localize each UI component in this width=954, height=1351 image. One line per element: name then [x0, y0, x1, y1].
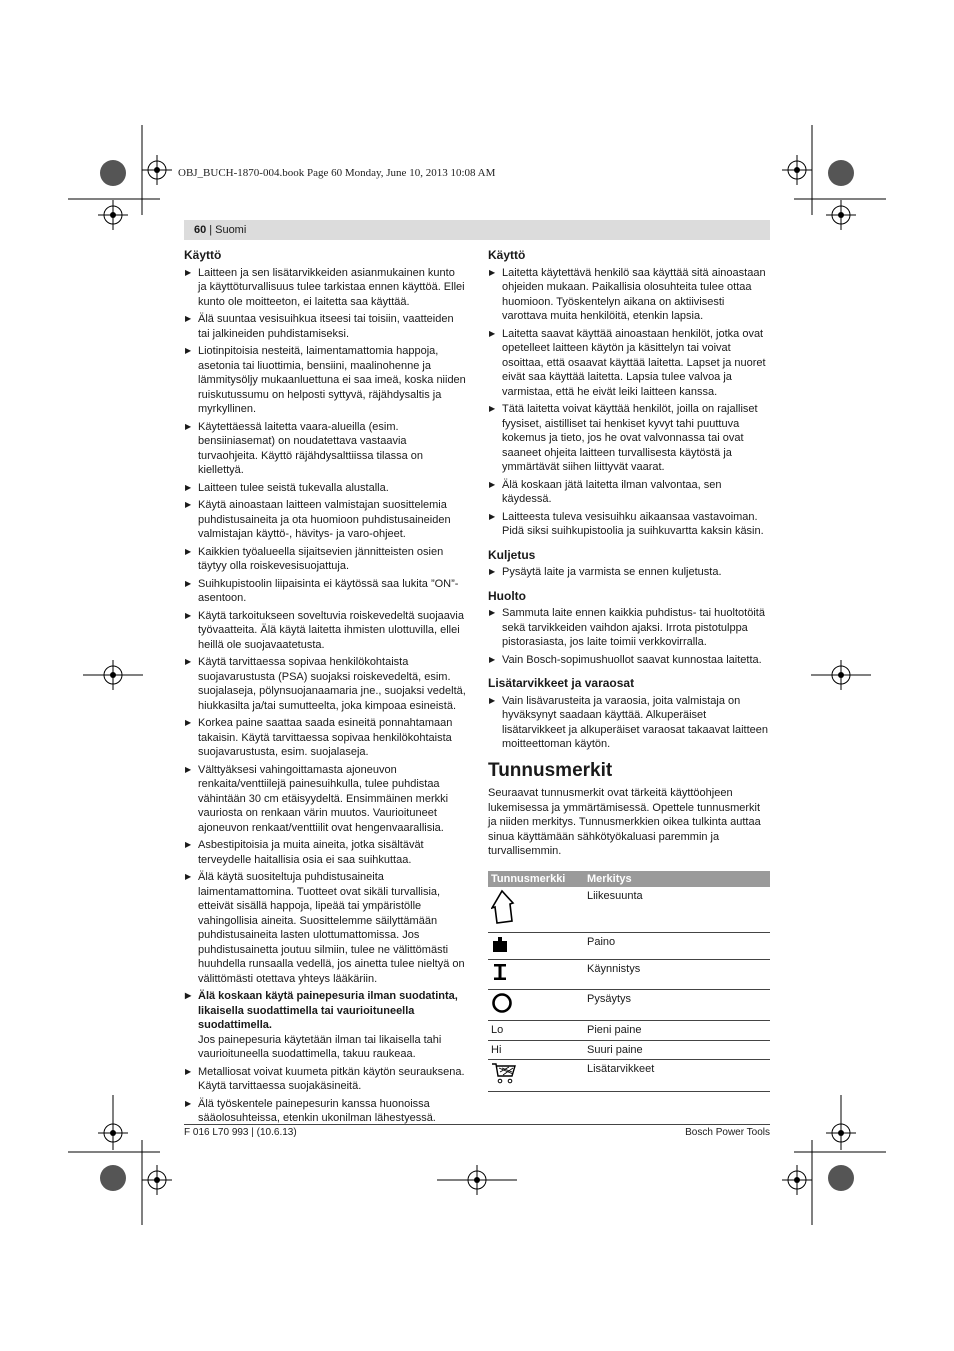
accessories-cart-icon — [491, 1062, 517, 1084]
accessories-list — [488, 694, 770, 752]
footer-brand: Bosch Power Tools — [685, 1127, 770, 1138]
list-item: ▶ Laitteen tulee seistä tukevalla alustalla. — [184, 481, 466, 496]
kaytto-heading-right: Käyttö — [488, 248, 526, 262]
table-row — [488, 1040, 770, 1060]
symbol-cell: Hi — [488, 1040, 584, 1060]
table-row — [488, 932, 770, 960]
list-item: ▶ Vain Bosch-sopimushuollot saavat kunnostaa laitetta. — [488, 653, 770, 668]
huolto-heading: Huolto — [488, 588, 526, 603]
list-item: ▶ Laitetta käytettävä henkilö saa käyttää sitä ainoastaan ohjeiden mukaan. Paikallisia olosuhteita tulee ottaa huomioon. Työskentelyn aikana on aktiivisesti varottava muita henkilöitä, etenkin lapsia. — [488, 266, 770, 324]
symbols-title: Tunnusmerkit — [488, 759, 613, 781]
right-column — [488, 248, 770, 1092]
page-footer — [184, 1124, 770, 1138]
list-item: ▶ Välttyäksesi vahingoittamasta ajoneuvon renkaita/venttiilejä painesuihkulla, tulee puhdistaa vähintään 30 cm etäisyydeltä. Ensimmäinen merkki vauriosta on renkaan värin muutos. Vaurioituneet ajoneuvon renkaat/venttiilit ovat hengenvaarallisia. — [184, 763, 466, 836]
table-row — [488, 960, 770, 990]
symbol-cell: Lo — [488, 1021, 584, 1041]
kuljetus-list — [488, 565, 770, 580]
file-header: OBJ_BUCH-1870-004.book Page 60 Monday, June 10, 2013 10:08 AM — [178, 167, 496, 179]
left-column — [184, 248, 466, 1129]
list-item: ▶ Suihkupistoolin liipaisinta ei käytössä saa lukita ”ON”-asentoon. — [184, 577, 466, 606]
list-item: ▶ Älä suuntaa vesisuihkua itseesi tai toisiin, vaatteiden tai jalkineiden puhdistamiseksi. — [184, 312, 466, 341]
symbol-cell — [488, 1060, 584, 1092]
list-item: ▶ Käytettäessä laitetta vaara-alueilla (esim. bensiiniasemat) on noudatettava vastaavia turvaohjeita. Käyttö räjähdysalttiissa tilassa on kiellettyä. — [184, 420, 466, 478]
list-item: ▶ Asbestipitoisia ja muita aineita, jotka sisältävät terveydelle haitallisia osia ei saa suihkuttaa. — [184, 838, 466, 867]
list-item: ▶ Älä käytä suositeltuja puhdistusaineita laimentamattomina. Tuotteet ovat sikäli turvallisia, etteivät sisällä happoja, lipeää tai ympäristölle vahingollisia aineita. Suosittelemme säilyttämään puhdistusaineita lasten ulottumattomissa. Jos puhdistusainetta joutuu silmiin, tulee ne välittömästi huuhdella runsaalla vedellä, jos ainetta tulee nieltyä on välittömästi otettava yhteys lääkäriin. — [184, 870, 466, 986]
list-item: ▶ Älä työskentele painepesurin kanssa huonoissa sääolosuhteissa, etenkin ukonilman lähestyessä. — [184, 1097, 466, 1126]
kaytto-list — [488, 266, 770, 539]
list-item: ▶ Tätä laitetta voivat käyttää henkilöt, joilla on rajalliset fyysiset, aistilliset tai henkiset kyvyt tahi puuttuva kokemus ja tieto, jos he ovat valvonnassa tai ovat saaneet ohjeita laitteen turvallisesta käytöstä ja ymmärtävät siihen liittyvät vaarat. — [488, 402, 770, 475]
symbol-cell — [488, 989, 584, 1021]
table-row — [488, 989, 770, 1021]
list-item: ▶ Laitteesta tuleva vesisuihku aikaansaa vastavoiman. Pidä siksi suihkupistoolia ja suihkuvartta kaksin käsin. — [488, 510, 770, 539]
page-number: 60 — [194, 224, 207, 236]
list-item: ▶ Käytä ainoastaan laitteen valmistajan suosittelemia puhdistusaineita ja ota huomioon puhdistusaineiden valmistajan käyttö-, hävitys- ja varo-ohjeet. — [184, 498, 466, 542]
list-item: ▶ Käytä tarvittaessa sopivaa henkilökohtaista suojavarustusta (PSA) suojaksi roiskevedeltä, esim. suojalaseja, pölynsuojanaamaria jne., suojaksi vedeltä, hiukkasilta ja/tai sumutteelta, joka kimpoaa esineistä. — [184, 655, 466, 713]
list-item: ▶ Vain lisävarusteita ja varaosia, joita valmistaja on hyväksynyt saadaan käyttää. Alkuperäiset lisätarvikkeet ja alkuperäiset varaosat takaavat laitteen moitteettoman käytön. — [488, 694, 770, 752]
table-row — [488, 887, 770, 932]
meaning-cell: Lisätarvikkeet — [584, 1060, 770, 1092]
left-list — [184, 266, 466, 1126]
meaning-cell: Pysäytys — [584, 989, 770, 1021]
table-row — [488, 1060, 770, 1092]
weight-icon — [491, 935, 509, 953]
list-item: ▶ Laitteen ja sen lisätarvikkeiden asianmukainen kunto ja käyttöturvallisuus tulee tarkistaa ennen käyttöä. Ellei kunto ole moitteeton, ei laitetta saa käyttää. — [184, 266, 466, 310]
list-item: ▶ Liotinpitoisia nesteitä, laimentamattomia happoja, asetonia tai liuottimia, bensiini, maalinohenne ja lämmitysöljy mukaanluettuna ei saa imeä, koska niiden ruiskutussumu on helposti syttyvä, räjähdysaltis ja myrkyllinen. — [184, 344, 466, 417]
meaning-cell: Käynnistys — [584, 960, 770, 990]
huolto-list — [488, 606, 770, 667]
direction-arrow-icon — [491, 889, 515, 925]
accessories-heading: Lisätarvikkeet ja varaosat — [488, 676, 635, 690]
footer-doc-number: F 016 L70 993 | (10.6.13) — [184, 1127, 297, 1138]
meaning-cell: Pieni paine — [584, 1021, 770, 1041]
table-row — [488, 1021, 770, 1041]
meaning-cell: Paino — [584, 932, 770, 960]
table-header-row — [488, 871, 770, 888]
list-item: ▶ Käytä tarkoitukseen soveltuvia roiskevedeltä suojaavia työvaatteita. Älä käytä laitetta ihmisten ulottuvilla, ellei heillä ole suojavaatetusta. — [184, 609, 466, 653]
table-header-meaning: Merkitys — [584, 871, 770, 888]
warning-text: Älä koskaan käytä painepesuria ilman suodatinta, likaisella suodattimella tai vaurioituneella suodattimella. — [198, 990, 458, 1031]
symbol-cell — [488, 932, 584, 960]
list-item-warning — [184, 989, 466, 1062]
meaning-cell: Liikesuunta — [584, 887, 770, 932]
list-item: ▶ Korkea paine saattaa saada esineitä ponnahtamaan takaisin. Käytä tarvittaessa sopivaa henkilökohtaista suojavarustusta, esim. suojalaseja. — [184, 716, 466, 760]
warning-note: Jos painepesuria käytetään ilman tai likaisella tahi vaurioituneella suodattimella, takuu raukeaa. — [198, 1033, 442, 1060]
list-item: ▶ Laitetta saavat käyttää ainoastaan henkilöt, jotka ovat opetelleet laitteen käytön ja käsittelyn tai voivat osoittaa, että osaavat käyttää laitetta. Lapset ja nuoret eivät saa käyttää laitetta. Lapsia tulee valvoa ja varmistaa, että he eivät leiki laitteen kanssa. — [488, 327, 770, 400]
list-item: ▶ Älä koskaan jätä laitetta ilman valvontaa, sen käydessä. — [488, 478, 770, 507]
section-name: Suomi — [215, 224, 247, 236]
table-header-symbol: Tunnusmerkki — [488, 871, 584, 888]
power-on-icon — [491, 962, 509, 982]
symbol-cell — [488, 960, 584, 990]
power-off-icon — [491, 992, 513, 1014]
list-item: ▶ Pysäytä laite ja varmista se ennen kuljetusta. — [488, 565, 770, 580]
kuljetus-heading: Kuljetus — [488, 547, 536, 562]
symbols-intro: Seuraavat tunnusmerkit ovat tärkeitä käyttöohjeen lukemisessa ja ymmärtämisessä. Opettele tunnusmerkit ja niiden merkitys. Tunnusmerkkien oikea tulkinta auttaa sinua käyttämään sähkötyökaluasi paremmin ja turvallisemmin. — [488, 787, 761, 857]
list-item: ▶ Kaikkien työalueella sijaitsevien jännitteisten osien täytyy olla roiskevesisuojattuja. — [184, 545, 466, 574]
list-item: ▶ Metalliosat voivat kuumeta pitkän käytön seurauksena. Käytä tarvittaessa suojakäsineitä. — [184, 1065, 466, 1094]
header-separator: | — [209, 224, 213, 236]
meaning-cell: Suuri paine — [584, 1040, 770, 1060]
list-item: ▶ Sammuta laite ennen kaikkia puhdistus- tai huoltotöitä sekä tarvikkeiden vaihdon ajaksi. Irrota pistotulppa pistorasiasta, jos laite toimii verkkovirralla. — [488, 606, 770, 650]
kaytto-heading-left: Käyttö — [184, 248, 222, 262]
symbols-table — [488, 871, 770, 1092]
symbol-cell — [488, 887, 584, 932]
page-header — [184, 220, 770, 240]
